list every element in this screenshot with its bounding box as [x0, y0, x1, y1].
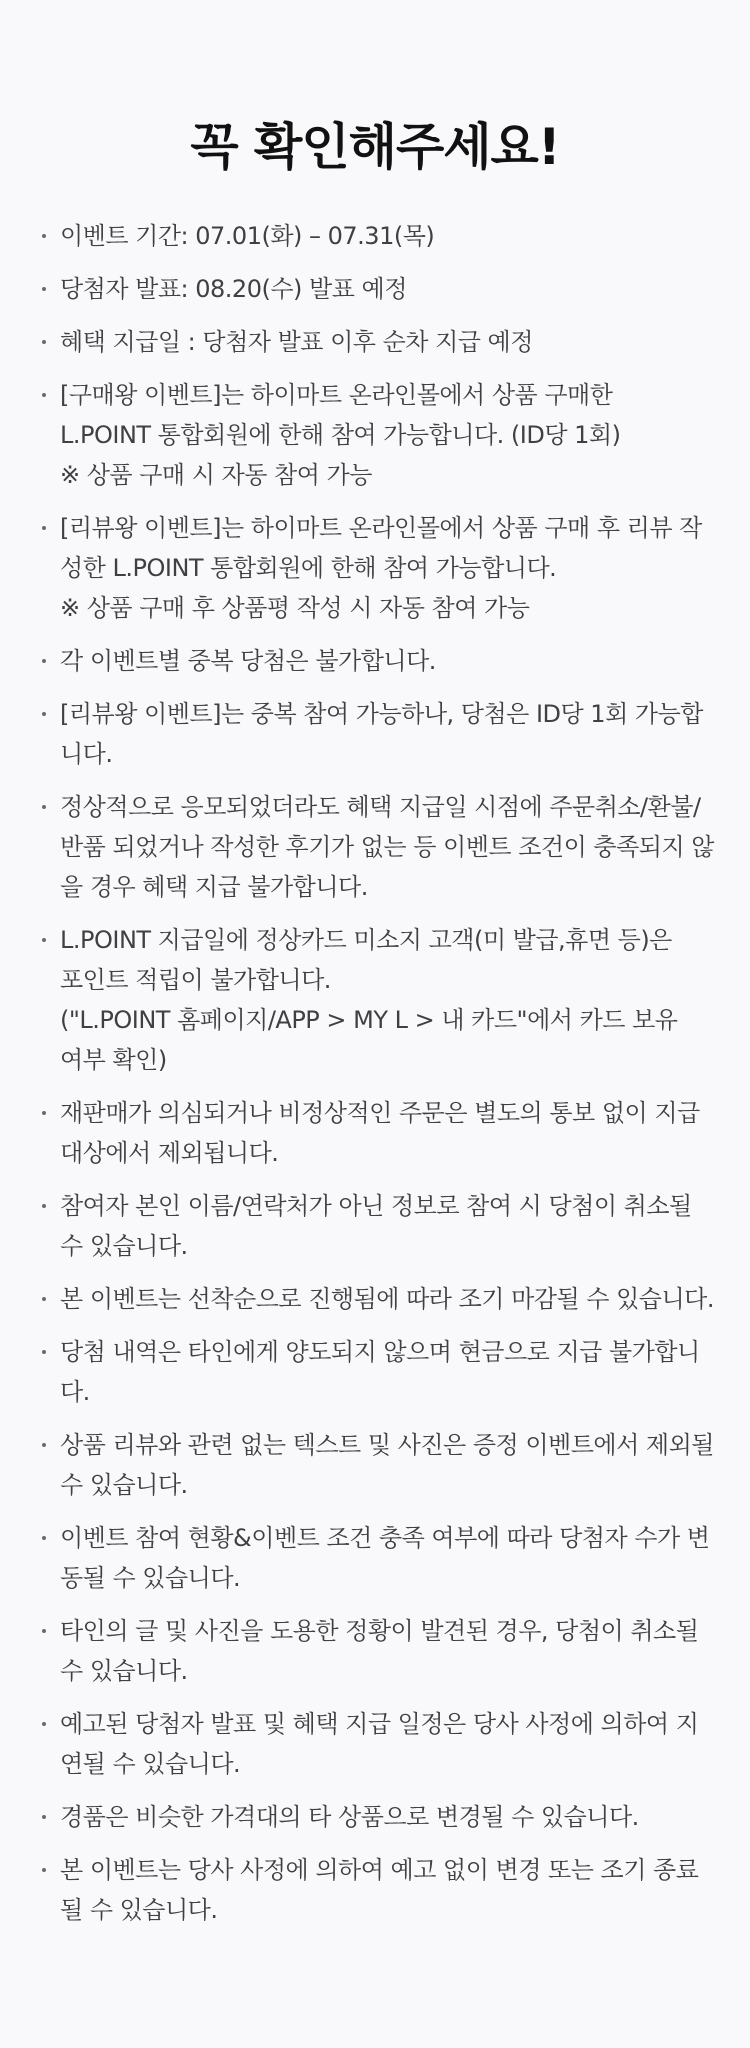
notice-item	[40, 1093, 710, 1173]
notice-item	[40, 1186, 710, 1266]
notice-text-line: 니다.	[60, 740, 113, 768]
notice-text-line: 타인의 글 및 사진을 도용한 정황이 발견된 경우, 당첨이 취소될	[60, 1617, 699, 1645]
notice-text-line: ※ 상품 구매 후 상품평 작성 시 자동 참여 가능	[60, 594, 530, 622]
notice-item	[40, 508, 710, 628]
notice-text-line: 당첨 내역은 타인에게 양도되지 않으며 현금으로 지급 불가합니	[60, 1338, 700, 1366]
notice-item	[40, 694, 710, 774]
notice-text-line: 다.	[60, 1378, 90, 1406]
notice-text-line: 성한 L.POINT 통합회원에 한해 참여 가능합니다.	[60, 554, 557, 582]
notice-item	[40, 1518, 710, 1598]
bullet-dot-icon	[42, 340, 46, 344]
notice-text-line: L.POINT 지급일에 정상카드 미소지 고객(미 발급,휴면 등)은	[60, 926, 672, 954]
notice-text-line: 수 있습니다.	[60, 1232, 188, 1260]
notice-list	[40, 216, 714, 1930]
notice-text-line: 정상적으로 응모되었더라도 혜택 지급일 시점에 주문취소/환불/	[60, 793, 701, 821]
notice-text-line: 대상에서 제외됩니다.	[60, 1139, 279, 1167]
notice-item	[40, 269, 710, 309]
page-title: 꼭 확인해주세요!	[190, 118, 560, 176]
bullet-dot-icon	[42, 1297, 46, 1301]
notice-text-line: ("L.POINT 홈페이지/APP > MY L > 내 카드"에서 카드 보유	[60, 1006, 678, 1034]
bullet-dot-icon	[42, 393, 46, 397]
notice-item	[40, 1704, 710, 1784]
notice-text-line: 여부 확인)	[60, 1046, 167, 1074]
notice-text-line: 예고된 당첨자 발표 및 혜택 지급 일정은 당사 사정에 의하여 지	[60, 1710, 699, 1738]
notice-text-line: 당첨자 발표: 08.20(수) 발표 예정	[60, 275, 407, 303]
notice-text-line: 을 경우 혜택 지급 불가합니다.	[60, 873, 368, 901]
bullet-dot-icon	[42, 1204, 46, 1208]
notice-text-line: ※ 상품 구매 시 자동 참여 가능	[60, 461, 372, 489]
notice-text-line: 수 있습니다.	[60, 1657, 188, 1685]
notice-text-line: 상품 리뷰와 관련 없는 텍스트 및 사진은 증정 이벤트에서 제외될	[60, 1431, 714, 1459]
notice-text-line: 될 수 있습니다.	[60, 1896, 218, 1924]
notice-item	[40, 1797, 710, 1837]
notice-text-line: 반품 되었거나 작성한 후기가 없는 등 이벤트 조건이 충족되지 않	[60, 833, 714, 861]
bullet-dot-icon	[42, 1536, 46, 1540]
bullet-dot-icon	[42, 1443, 46, 1447]
notice-text-line: [구매왕 이벤트]는 하이마트 온라인몰에서 상품 구매한	[60, 381, 613, 409]
notice-text-line: 재판매가 의심되거나 비정상적인 주문은 별도의 통보 없이 지급	[60, 1099, 700, 1127]
notice-item	[40, 1279, 714, 1319]
bullet-dot-icon	[42, 1111, 46, 1115]
notice-item	[40, 375, 710, 495]
notice-text-line: 연될 수 있습니다.	[60, 1750, 241, 1778]
bullet-dot-icon	[42, 805, 46, 809]
bullet-dot-icon	[42, 1629, 46, 1633]
notice-text-line: 이벤트 참여 현황&이벤트 조건 충족 여부에 따라 당첨자 수가 변	[60, 1524, 710, 1552]
bullet-dot-icon	[42, 712, 46, 716]
notice-text-line: 참여자 본인 이름/연락처가 아닌 정보로 참여 시 당첨이 취소될	[60, 1192, 692, 1220]
notice-text-line: [리뷰왕 이벤트]는 중복 참여 가능하나, 당첨은 ID당 1회 가능합	[60, 700, 703, 728]
bullet-dot-icon	[42, 938, 46, 942]
notice-item	[40, 1850, 710, 1930]
notice-item	[40, 216, 710, 256]
bullet-dot-icon	[42, 526, 46, 530]
notice-item	[40, 1611, 710, 1691]
notice-text-line: 본 이벤트는 당사 사정에 의하여 예고 없이 변경 또는 조기 종료	[60, 1856, 699, 1884]
notice-item	[40, 920, 710, 1080]
notice-item	[40, 641, 710, 681]
bullet-dot-icon	[42, 1722, 46, 1726]
notice-text-line: 본 이벤트는 선착순으로 진행됨에 따라 조기 마감될 수 있습니다.	[60, 1285, 714, 1313]
notice-text-line: 경품은 비슷한 가격대의 타 상품으로 변경될 수 있습니다.	[60, 1803, 639, 1831]
notice-text-line: 수 있습니다.	[60, 1471, 188, 1499]
notice-text-line: L.POINT 통합회원에 한해 참여 가능합니다. (ID당 1회)	[60, 421, 621, 449]
bullet-dot-icon	[42, 659, 46, 663]
notice-item	[40, 787, 714, 907]
notice-item	[40, 1425, 714, 1505]
notice-text-line: 혜택 지급일 : 당첨자 발표 이후 순차 지급 예정	[60, 328, 533, 356]
bullet-dot-icon	[42, 1350, 46, 1354]
bullet-dot-icon	[42, 1815, 46, 1819]
notice-text-line: [리뷰왕 이벤트]는 하이마트 온라인몰에서 상품 구매 후 리뷰 작	[60, 514, 702, 542]
notice-text-line: 동될 수 있습니다.	[60, 1564, 241, 1592]
notice-item	[40, 1332, 710, 1412]
notice-text-line: 각 이벤트별 중복 당첨은 불가합니다.	[60, 647, 436, 675]
bullet-dot-icon	[42, 1868, 46, 1872]
bullet-dot-icon	[42, 287, 46, 291]
bullet-dot-icon	[42, 234, 46, 238]
notice-item	[40, 322, 710, 362]
notice-text-line: 포인트 적립이 불가합니다.	[60, 966, 331, 994]
notice-text-line: 이벤트 기간: 07.01(화) – 07.31(목)	[60, 222, 435, 250]
